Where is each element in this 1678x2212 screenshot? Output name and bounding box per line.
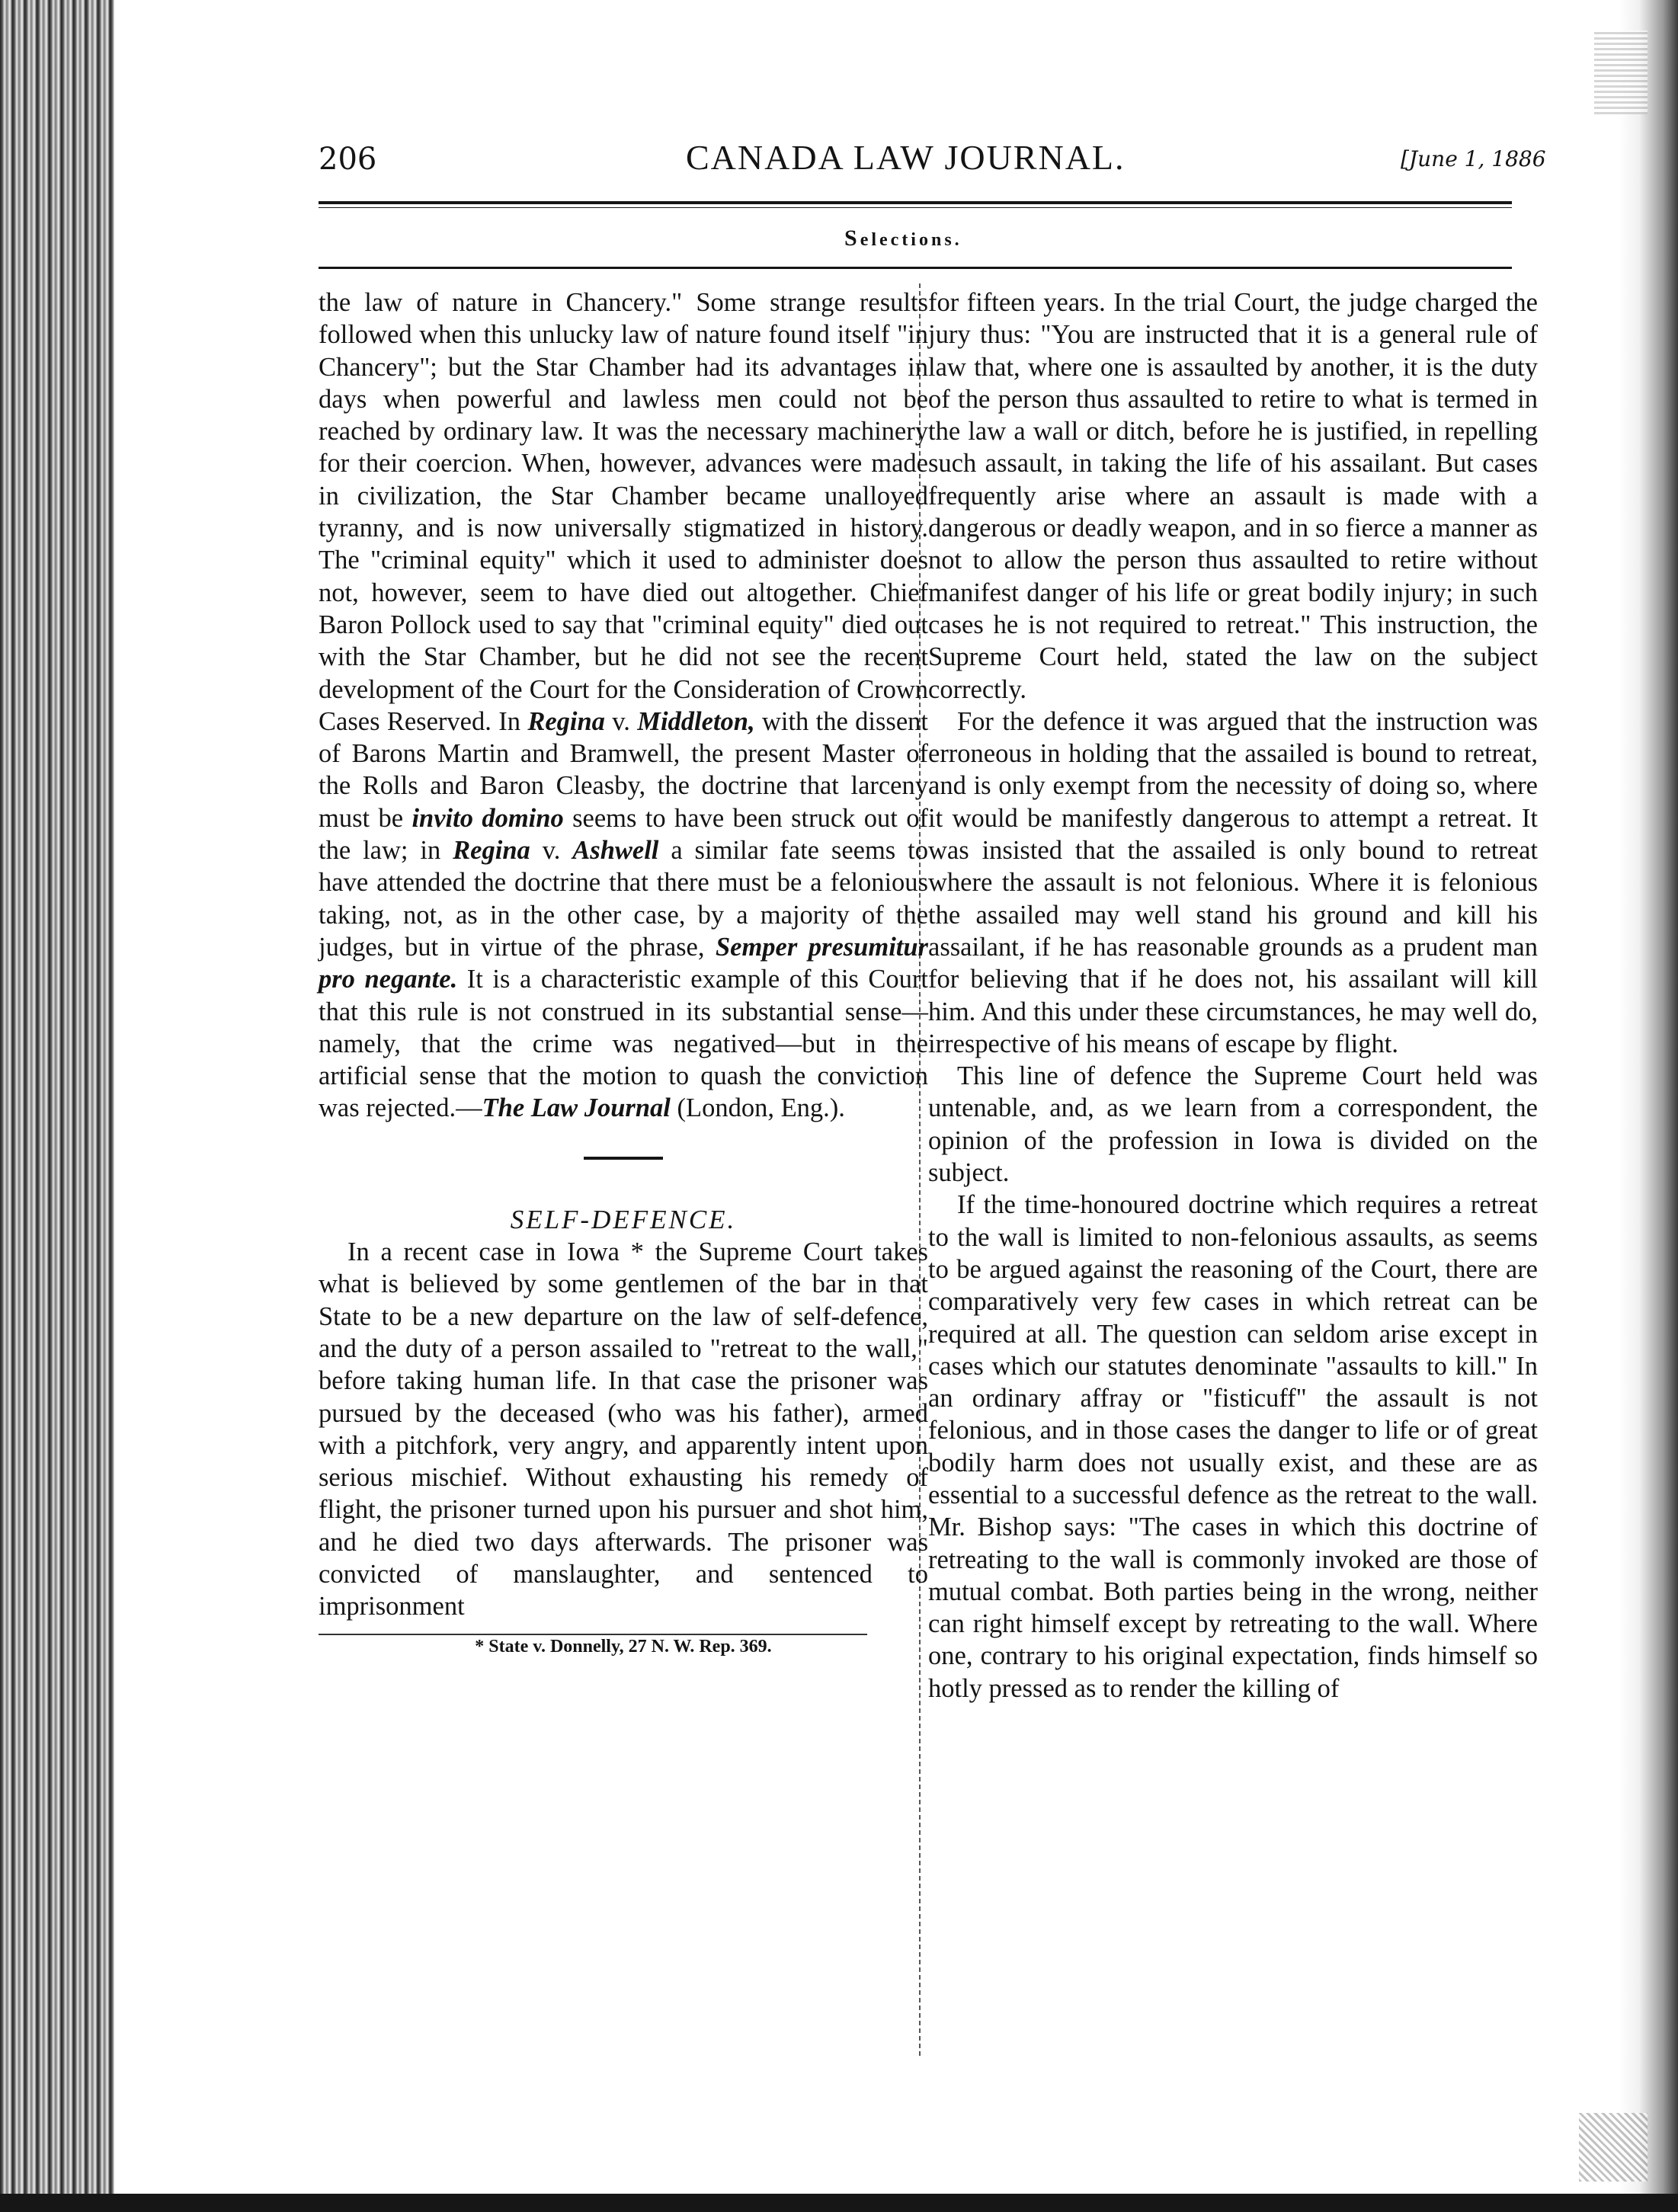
text-run: v. — [604, 706, 638, 736]
header-rule-thin — [319, 207, 1512, 208]
source-law-journal: The Law Journal — [482, 1093, 671, 1123]
scan-bottom-edge — [0, 2194, 1678, 2212]
section-label: Selections. — [844, 226, 962, 251]
left-column — [319, 287, 928, 1658]
right-paragraph-3: This line of defence the Supreme Court held was untenable, and, as we learn from a correspondent, the opinion of the profession in Iowa is divided on the subject. — [928, 1061, 1538, 1188]
scan-corner-bottom-right — [1579, 2113, 1648, 2182]
page-number: 206 — [319, 142, 377, 177]
continuation-paragraph — [319, 287, 928, 1125]
scan-right-shadow — [1619, 0, 1678, 2212]
section-rule — [319, 267, 1512, 269]
article-heading: SELF-DEFENCE. — [510, 1204, 737, 1234]
footnote: * State v. Donnelly, 27 N. W. Rep. 369. — [475, 1636, 772, 1657]
issue-date: [June 1, 1886 — [1401, 146, 1546, 171]
intro-paragraph: In a recent case in Iowa * the Supreme Court takes what is believed by some gentlemen of the bar in that State to be a new departure on the law of self-defence, and the duty of a person assailed to "retreat to the wall," before taking human life. In that case the prisoner was pursued by the deceased (who was his father), armed with a pitchfork, very angry, and apparently intent upon serious mischief. Without exhausting his remedy of flight, the prisoner turned upon his pursuer and shot him, and he died two days afterwards. The prisoner was convicted of manslaughter, and sentenced to imprisonment — [319, 1237, 928, 1621]
right-column — [928, 287, 1538, 1705]
section-ornament-rule — [584, 1157, 663, 1160]
text-run: v. — [530, 836, 573, 866]
header-rule-thick — [319, 201, 1512, 204]
text-run: seems to have been struck out of the law; in — [319, 803, 928, 866]
scan-corner-top-right — [1594, 30, 1648, 114]
case-name-regina: Regina — [527, 706, 605, 736]
right-paragraph-4: If the time-honoured doctrine which requires a retreat to the wall is limited to non-felonious assaults, as seems to be argued against the reasoning of the Court, there are comparatively very few cases in which retreat can be required at all. The question can seldom arise except in cases which our statutes denominate "assaults to kill." In an ordinary affray or "fisticuff" the assault is not felonious, and in those cases the danger to life or of great bodily harm does not usually exist, and these are as essential to a successful defence as the retreat to the wall. Mr. Bishop says: "The cases in which this doctrine of retreating to the wall is commonly invoked are those of mutual combat. Both parties being in the wrong, neither can right himself except by retreating to the wall. Where one, contrary to his original expectation, finds himself so hotly pressed as to render the killing of — [928, 1190, 1538, 1703]
running-title: CANADA LAW JOURNAL. — [686, 138, 1126, 177]
latin-invito-domino: invito domino — [411, 803, 564, 833]
latin-semper-presumitur: Semper presumitur pro negante. — [319, 932, 928, 994]
case-name-regina-2: Regina — [453, 836, 530, 866]
text-run: (London, Eng.). — [670, 1093, 845, 1123]
case-name-ashwell: Ashwell — [572, 836, 659, 866]
text-run: It is a characteristic example of this Court that this rule is not construed in its substantial sense—namely, that the crime was negatived—but in the artificial sense that the motion to quash the conviction was rejected.— — [319, 965, 928, 1123]
text-run: the law of nature in Chancery." Some strange results followed when this unlucky law of nature found itself "in Chancery"; but the Star Chamber had its advantages in days when powerful and lawless men could not be reached by ordinary law. It was the necessary machinery for their coercion. When, however, advances were made in civilization, the Star Chamber became unalloyed tyranny, and is now universally stigmatized in history. The "criminal equity" which it used to administer does not, however, seem to have died out altogether. Chief Baron Pollock used to say that "criminal equity" died out with the Star Chamber, but he did not see the recent development of the Court for the Consideration of Crown Cases Reserved. In — [319, 288, 928, 736]
right-paragraph-1: for fifteen years. In the trial Court, the judge charged the jury thus: "You are instructed that it is a general rule of law that, where one is assaulted by another, it is the duty of the person thus assaulted to retire to what is termed in the law a wall or ditch, before he is justified, in repelling such assault, in taking the life of his assailant. But cases frequently arise where an assault is made with a dangerous or deadly weapon, and in so fierce a manner as not to allow the person thus assaulted to retire without manifest danger of his life or great bodily injury; in such cases he is not required to retreat." This instruction, the Supreme Court held, stated the law on the subject correctly. — [928, 288, 1538, 704]
right-paragraph-2: For the defence it was argued that the instruction was erroneous in holding that the assailed is bound to retreat, and is only exempt from the necessity of doing so, where it would be manifestly dangerous to attempt a retreat. It was insisted that the assailed is only bound to retreat where the assault is not felonious. Where it is felonious the assailed may well stand his ground and kill his assailant, if he has reasonable grounds as a prudent man for believing that if he does not, his assailant will kill him. And this under these circumstances, he may well do, irrespective of his means of escape by flight. — [928, 706, 1538, 1058]
scan-binding-edge — [0, 0, 114, 2212]
case-name-middleton: Middleton, — [637, 706, 755, 736]
text-run: with the dissent of Barons Martin and Bramwell, the present Master of the Rolls and Baron Cleasby, the doctrine that larceny must be — [319, 706, 928, 833]
text-run: a similar fate seems to have attended the doctrine that there must be a felonious taking, not, as in the other case, by a majority of the judges, but in virtue of the phrase, — [319, 836, 928, 962]
